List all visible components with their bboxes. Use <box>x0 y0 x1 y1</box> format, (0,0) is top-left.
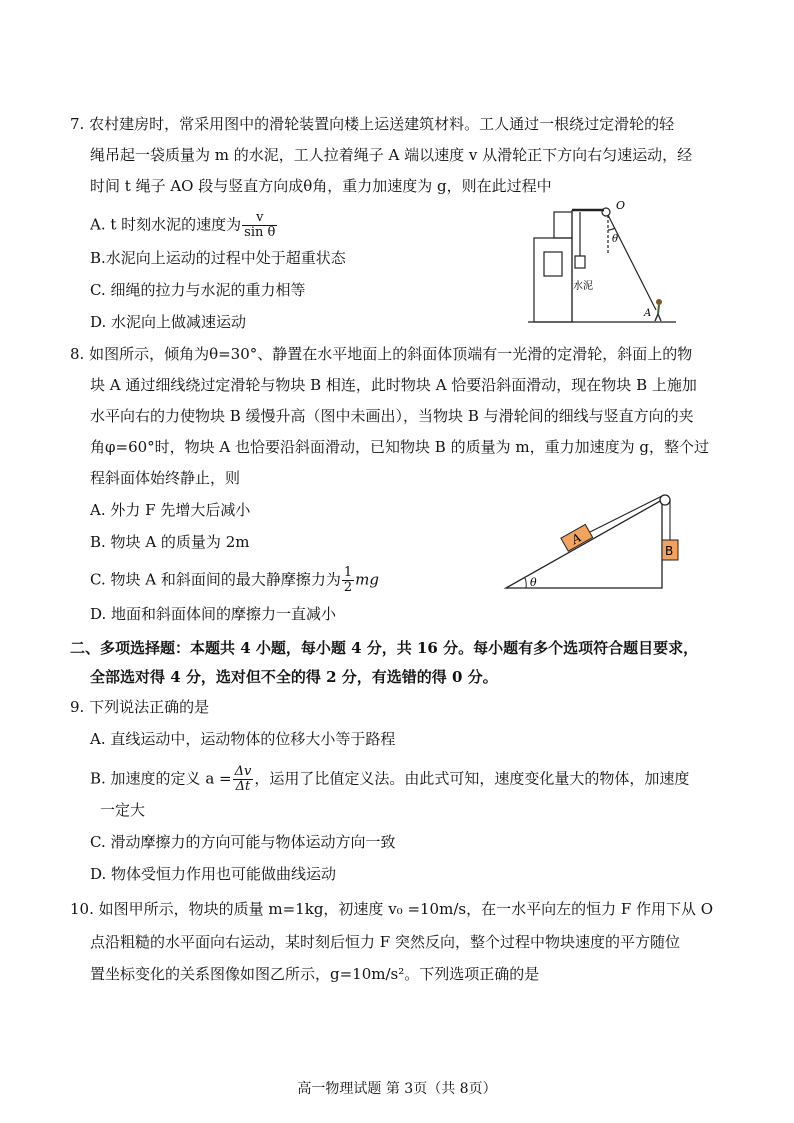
q8-option-b: B. 物块 A 的质量为 2m <box>90 533 250 551</box>
q8-option-c-fraction <box>342 566 354 595</box>
q7-stem-line-2: 绳吊起一袋质量为 m 的水泥，工人拉着绳子 A 端以速度 v 从滑轮正下方向右匀速运动，经 <box>90 146 693 164</box>
q7-cement-bag <box>575 256 585 268</box>
q7-stem-line-3: 时间 t 绳子 AO 段与竖直方向成θ角，重力加速度为 g，则在此过程中 <box>90 177 552 195</box>
q9-option-b-line-2: 一定大 <box>100 801 146 819</box>
q9-option-d: D. 物体受恒力作用也可能做曲线运动 <box>90 865 337 883</box>
section-2-heading-line-2: 全部选对得 4 分，选对但不全的得 2 分，有选错的得 0 分。 <box>90 668 498 686</box>
q7-rope-slant <box>608 215 656 310</box>
q7-pulley <box>602 208 610 216</box>
q8-stem-line-2: 块 A 通过细线绕过定滑轮与物块 B 相连，此时物块 A 恰要沿斜面滑动，现在物块 B 上施加 <box>90 376 697 394</box>
q7-option-b: B.水泥向上运动的过程中处于超重状态 <box>90 249 346 267</box>
q8-incline <box>506 500 662 588</box>
q9-option-b-denominator: Δt <box>235 779 251 794</box>
q7-pulley-figure <box>528 200 678 325</box>
q7-option-c: C. 细绳的拉力与水泥的重力相等 <box>90 281 306 299</box>
q8-option-d: D. 地面和斜面体间的摩擦力一直减小 <box>90 605 337 623</box>
q7-option-a-numerator: v <box>242 211 277 226</box>
q9-option-c: C. 滑动摩擦力的方向可能与物体运动方向一致 <box>90 833 396 851</box>
q8-option-c-denominator: 2 <box>343 580 353 595</box>
section-2-heading-line-1: 二、多项选择题：本题共 4 小题，每小题 4 分，共 16 分。每小题有多个选项符合题目要求， <box>70 639 699 657</box>
q10-stem-line-3: 置坐标变化的关系图像如图乙所示，g=10m/s²。下列选项正确的是 <box>90 965 540 983</box>
q8-theta-label: θ <box>530 576 537 589</box>
q8-block-a-label: A <box>569 530 584 547</box>
q7-option-a-denominator: sin θ <box>244 225 276 240</box>
q9-option-a: A. 直线运动中，运动物体的位移大小等于路程 <box>90 730 396 748</box>
q9-option-b-text: B. 加速度的定义 a = <box>90 769 232 788</box>
q8-option-c-suffix: mg <box>355 570 379 589</box>
q10-stem-line-1: 10. 如图甲所示，物块的质量 m=1kg，初速度 v₀ =10m/s，在一水平向左的恒力 F 作用下从 O <box>70 900 714 918</box>
q8-option-c-text: C. 物块 A 和斜面间的最大静摩擦力为 <box>90 570 341 589</box>
q9-stem: 9. 下列说法正确的是 <box>70 698 210 716</box>
q8-block-b-label: B <box>665 544 674 558</box>
q7-stem-line-1: 7. 农村建房时，常采用图中的滑轮装置向楼上运送建筑材料。工人通过一根绕过定滑轮的轻 <box>70 115 675 133</box>
q10-stem-line-2: 点沿粗糙的水平面向右运动，某时刻后恒力 F 突然反向，整个过程中物块速度的平方随位 <box>90 933 680 951</box>
q7-label-a: A <box>644 308 652 319</box>
q9-option-b-suffix: ，运用了比值定义法。由此式可知，速度变化量大的物体，加速度 <box>254 769 690 788</box>
q7-worker <box>655 299 662 321</box>
q8-incline-figure <box>500 488 690 593</box>
q7-option-d: D. 水泥向上做减速运动 <box>90 313 247 331</box>
q7-building-upper <box>554 212 572 238</box>
q8-stem-line-4: 角φ=60°时，物块 A 也恰要沿斜面滑动，已知物块 B 的质量为 m，重力加速度为 g，整个过 <box>90 438 709 456</box>
page-footer: 高一物理试题 第 3页（共 8页） <box>297 1081 497 1097</box>
q7-option-a-text: A. t 时刻水泥的速度为 <box>90 215 242 234</box>
q7-option-a-fraction <box>242 211 277 240</box>
q9-option-b-fraction <box>233 765 254 794</box>
q8-stem-line-1: 8. 如图所示，倾角为θ=30°、静置在水平地面上的斜面体顶端有一光滑的定滑轮，斜面上的物 <box>70 345 693 363</box>
q8-stem-line-3: 水平向右的力使物块 B 缓慢升高（图中未画出），当物块 B 与滑轮间的细线与竖直方向的夹 <box>90 407 694 425</box>
q9-option-b-numerator: Δv <box>234 764 252 779</box>
q7-building-window <box>544 252 562 276</box>
q7-theta-arc <box>608 228 615 230</box>
q8-theta-arc <box>525 578 526 588</box>
q8-block-a <box>561 524 593 551</box>
q7-label-o: O <box>616 200 626 212</box>
q7-label-cement: 水泥 <box>573 281 593 292</box>
q8-string-incline <box>590 496 662 532</box>
q7-option-a <box>90 211 278 240</box>
q9-option-b <box>90 765 689 794</box>
q7-building-lower <box>534 238 572 322</box>
q8-option-a: A. 外力 F 先增大后减小 <box>90 501 251 519</box>
q8-option-c-numerator: 1 <box>343 565 353 580</box>
q8-option-c <box>90 566 379 595</box>
q7-label-theta: θ <box>612 234 619 245</box>
q8-stem-line-5: 程斜面体始终静止，则 <box>90 469 241 487</box>
